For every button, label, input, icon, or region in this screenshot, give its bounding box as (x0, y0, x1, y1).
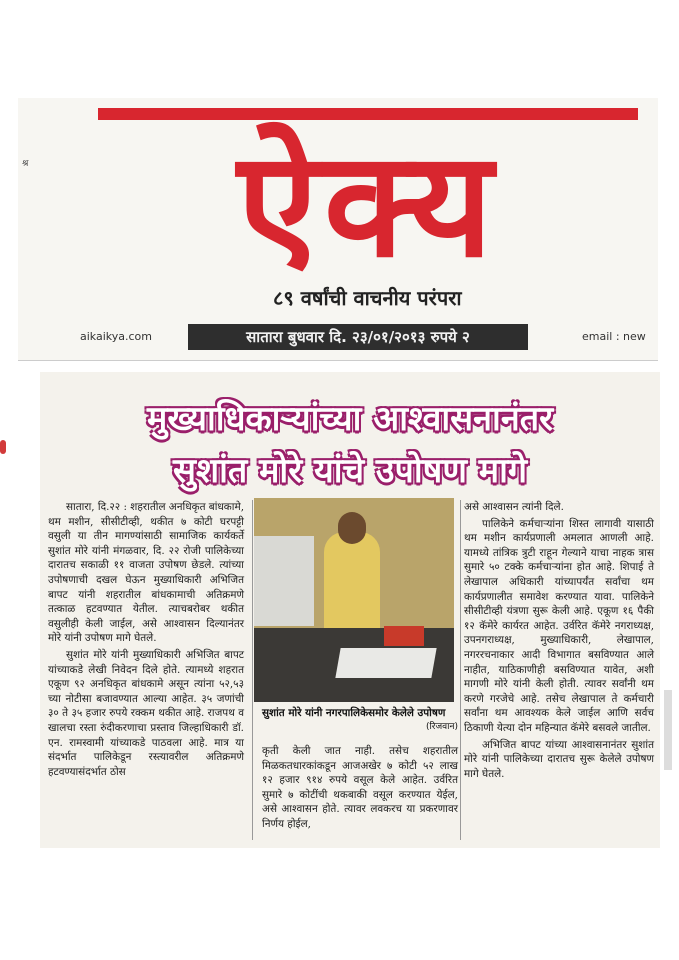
masthead (18, 98, 658, 361)
photo-caption (262, 706, 458, 732)
photo-person (324, 532, 380, 632)
article-photo (254, 498, 454, 702)
masthead-website: aikaikya.com (80, 330, 152, 343)
headline-line-2: सुशांत मोरे यांचे उपोषण मागे (172, 451, 528, 491)
masthead-dateline: सातारा बुधवार दि. २३/०१/२०१३ रुपये २ (188, 324, 528, 350)
paragraph: असे आश्वासन त्यांनी दिले. (464, 501, 564, 513)
paragraph: सुशांत मोरे यांनी मुख्याधिकारी अभिजित बापट यांच्याकडे लेखी निवेदन दिले होते. त्यामध्ये शहरात एकूण ९२ अनधिकृत बांधकामे असून त्यांना ५२,५३ च्या नोटीसा बजावण्यात आल्या आहेत. ३५ जणांची ३० ते ३५ हजार रुपये रक्कम थकीत आहे. राजपथ व खालचा रस्ता रुंदीकरणाचा प्रस्ताव जिल्हाधिकारी डॉ. एन. रामस्वामी यांच्याकडे पाठवला आहे. मात्र या संदर्भात पालिकेडून रस्त्यावरील अतिक्रमणे हटवण्यासंदर्भात ठोस (48, 648, 244, 778)
photo-papers (335, 648, 436, 678)
masthead-email: email : new (582, 330, 646, 343)
newspaper-logo: ऐक्य (98, 108, 638, 290)
article-column-1 (48, 500, 244, 781)
caption-text: सुशांत मोरे यांनी नगरपालिकेसमोर केलेले उपोषण (262, 707, 446, 719)
paragraph: सातारा, दि.२२ : शहरातील अनधिकृत बांधकामे, थम मशीन, सीसीटीव्ही, थकीत ७ कोटी घरपट्टी वसुली या तीन मागण्यांसाठी सामाजिक कार्यकर्ते सुशांत मोरे यांनी मंगळवार, दि. २२ रोजी पालिकेच्या दारातच सकाळी ११ वाजता उपोषण छेडले. त्यांच्या उपोषणाची दखल घेऊन मुख्याधिकारी अभिजित बापट यांनी शहरातील बांधकामाची अतिक्रमणे तत्काळ हटवण्यात येतील. त्याचबरोबर थकीत वसुलीही केली जाईल, असे आश्वासन दिल्यानंतर मोरे यांनी उपोषण मागे घेतले. (48, 501, 244, 645)
news-article (40, 372, 660, 848)
headline-line-1: मुख्याधिकाऱ्यांच्या आश्वासनानंतर (147, 399, 553, 439)
paragraph: पालिकेने कर्मचाऱ्यांना शिस्त लागावी यासाठी थम मशीन कार्यप्रणाली अमलात आणली आहे. यामध्ये तांत्रिक त्रुटी राहून गेल्याने याचा नाहक त्रास सुमारे ५० टक्के कर्मचाऱ्यांना होत आहे. शिपाई ते लेखापाल अधिकारी यांच्यापर्यंत सर्वांचा थम कार्यप्रणालीत समावेश करण्यात यावा. पालिकेने सीसीटीव्ही यंत्रणा सुरू केली आहे. एकूण १६ पैकी १२ कॅमेरे कार्यरत आहेत. उर्वरित कॅमेरे नगराध्यक्ष, उपनगराध्यक्ष, मुख्याधिकारी, लेखापाल, नगररचनाकार आदी विभागात बसविण्यात आले नाहीत, याठिकाणीही बसविण्यात यावेत, अशी मागणी मोरे यांनी केली होती. त्यावर सर्वांनी थम करणे गरजेचे आहे. तसेच लेखापाल ते कर्मचारी सर्वांना थम आवश्यक केले जाईल आणि सर्वच ठिकाणी येत्या दोन महिन्यात कॅमेरे बसवले जातील. (464, 517, 654, 734)
article-column-3 (464, 500, 654, 783)
masthead-side-tag: श्र (22, 159, 29, 169)
column-divider (252, 500, 253, 840)
paragraph: कृती केली जात नाही. तसेच शहरातील मिळकतधारकांकडून आजअखेर ७ कोटी ५२ लाख १२ हजार ९१४ रुपये वसूल केले आहेत. उर्वरित सुमारे ७ कोटींची थकबाकी वसूल करण्यात येईल, असे आश्वासन होते. त्यावर लवकरच या प्रकरणावर निर्णय होईल, (262, 745, 458, 830)
edge-mark (0, 440, 6, 454)
masthead-tagline: ८९ वर्षांची वाचनीय परंपरा (273, 286, 462, 310)
edge-strip (664, 690, 672, 770)
paragraph: अभिजित बापट यांच्या आश्वासनानंतर सुशांत मोरे यांनी पालिकेच्या दारातच सुरू केलेले उपोषण मागे घेतले. (464, 738, 654, 780)
photo-person-head (338, 512, 366, 544)
article-column-2 (262, 744, 458, 834)
column-divider (460, 500, 461, 840)
photo-shelf (254, 536, 314, 626)
photo-red-box (384, 626, 424, 646)
caption-credit: (रिजवान) (425, 722, 458, 732)
